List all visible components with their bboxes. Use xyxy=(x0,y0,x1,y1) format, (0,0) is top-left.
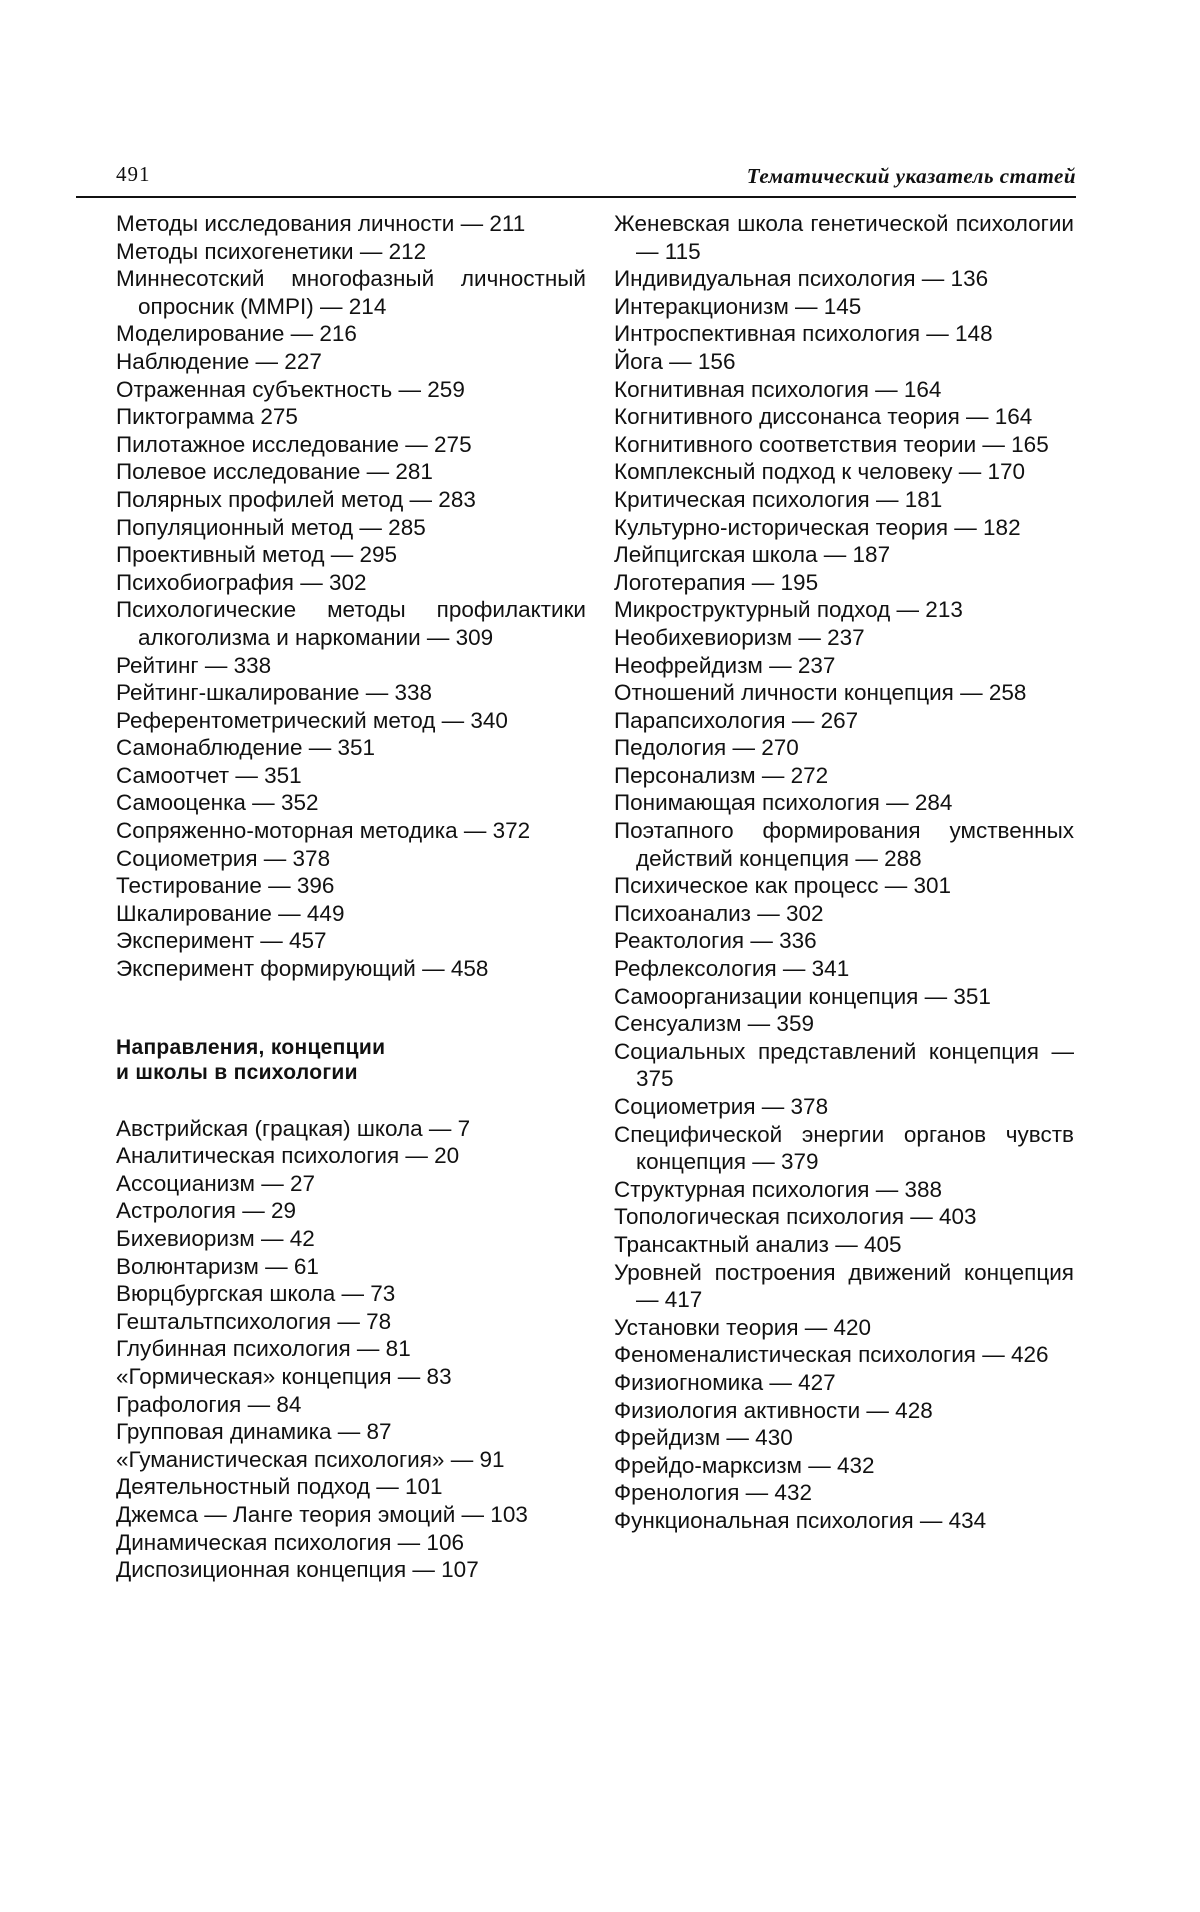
index-entry: Фрейдо-марксизм — 432 xyxy=(614,1452,875,1478)
index-entry: Отраженная субъектность — 259 xyxy=(116,376,465,402)
header-rule xyxy=(76,196,1076,198)
index-entry: Йога — 156 xyxy=(614,348,736,374)
index-entry: Физиология активности — 428 xyxy=(614,1397,933,1423)
index-entry: Когнитивного соответствия теории — 165 xyxy=(614,431,1049,457)
index-entry: Самоотчет — 351 xyxy=(116,762,302,788)
index-entry: Культурно-историческая теория — 182 xyxy=(614,514,1021,540)
index-entry: Микроструктурный подход — 213 xyxy=(614,597,963,623)
index-entry: Педология — 270 xyxy=(614,735,799,761)
index-entry: Методы исследования личности — 211 xyxy=(116,211,526,236)
index-entry: Наблюдение — 227 xyxy=(116,348,322,374)
index-entry: Эксперимент — 457 xyxy=(116,928,327,954)
index-entry: Моделирование — 216 xyxy=(116,321,357,347)
index-entry: Персонализм — 272 xyxy=(614,762,829,788)
index-entry: Полевое исследование — 281 xyxy=(116,459,433,485)
index-entry: Групповая динамика — 87 xyxy=(116,1419,392,1445)
index-entry: Диспозиционная концепция — 107 xyxy=(116,1557,479,1583)
index-entry: Психобиография — 302 xyxy=(116,569,367,595)
index-entry: Миннесотский многофазный личностный опросник (MMPI) — 214 xyxy=(116,266,586,319)
index-entry: Методы психогенетики — 212 xyxy=(116,238,427,264)
index-entry: Вюрцбургская школа — 73 xyxy=(116,1281,396,1307)
index-entry: Парапсихология — 267 xyxy=(614,707,859,733)
index-entry: Структурная психология — 388 xyxy=(614,1176,943,1202)
index-entry: Трансактный анализ — 405 xyxy=(614,1231,902,1257)
index-entry: Рейтинг — 338 xyxy=(116,652,272,678)
right-column xyxy=(614,210,1074,1535)
index-entry: Бихевиоризм — 42 xyxy=(116,1226,315,1251)
index-entry: Критическая психология — 181 xyxy=(614,486,943,512)
page-header xyxy=(116,162,1076,194)
index-entry: Индивидуальная психология — 136 xyxy=(614,266,989,292)
index-entry: Интроспективная психология — 148 xyxy=(614,321,993,347)
section-heading: Направления, концепции и школы в психологии xyxy=(116,1035,386,1084)
index-entry: Астрология — 29 xyxy=(116,1198,296,1224)
index-entry: Установки теория — 420 xyxy=(614,1314,872,1340)
index-entry: «Гуманистическая психология» — 91 xyxy=(116,1446,505,1472)
index-entry: Реактология — 336 xyxy=(614,928,817,954)
index-entry: Джемса — Ланге теория эмоций — 103 xyxy=(116,1501,528,1527)
index-entry: Комплексный подход к человеку — 170 xyxy=(614,459,1025,485)
index-entry: Пиктограмма 275 xyxy=(116,404,298,430)
index-entry: Когнитивная психология — 164 xyxy=(614,376,942,402)
left-column xyxy=(116,210,586,1584)
index-entry: Феноменалистическая психология — 426 xyxy=(614,1342,1049,1368)
index-entry: Самоорганизации концепция — 351 xyxy=(614,983,991,1009)
index-entry: Гештальтпсихология — 78 xyxy=(116,1308,392,1334)
index-entry: Женевская школа генетической психологии — 115 xyxy=(614,211,1074,264)
index-entry: Психическое как процесс — 301 xyxy=(614,873,952,899)
index-entry: Полярных профилей метод — 283 xyxy=(116,486,476,512)
index-entry: Рефлексология — 341 xyxy=(614,956,850,982)
school-entries-right xyxy=(614,210,1074,1535)
index-entry: Социальных представлений концепция — 375 xyxy=(614,1038,1074,1092)
school-entries-left xyxy=(116,1115,586,1584)
index-entry: Социометрия — 378 xyxy=(614,1094,829,1119)
index-entry: Пилотажное исследование — 275 xyxy=(116,431,472,457)
index-entry: Волюнтаризм — 61 xyxy=(116,1253,319,1279)
index-entry: Графология — 84 xyxy=(116,1391,302,1417)
running-head: Тематический указатель статей xyxy=(746,164,1076,188)
index-entry: Рейтинг-шкалирование — 338 xyxy=(116,680,432,706)
index-entry: Шкалирование — 449 xyxy=(116,900,345,926)
index-entry: Динамическая психология — 106 xyxy=(116,1529,464,1555)
index-entry: Логотерапия — 195 xyxy=(614,569,819,595)
index-entry: Отношений личности концепция — 258 xyxy=(614,680,1027,706)
index-entry: Интеракционизм — 145 xyxy=(614,293,862,319)
index-entry: Социометрия — 378 xyxy=(116,845,331,871)
index-entry: Эксперимент формирующий — 458 xyxy=(116,956,489,982)
index-entry: «Гормическая» концепция — 83 xyxy=(116,1363,452,1389)
index-entry: Когнитивного диссонанса теория — 164 xyxy=(614,404,1033,430)
index-entry: Физиогномика — 427 xyxy=(614,1369,836,1395)
index-entry: Проективный метод — 295 xyxy=(116,542,398,568)
index-entry: Австрийская (грацкая) школа — 7 xyxy=(116,1115,471,1141)
index-entry: Ассоцианизм — 27 xyxy=(116,1170,316,1196)
index-entry: Глубинная психология — 81 xyxy=(116,1336,411,1362)
index-entry: Специфической энергии органов чувств концепция — 379 xyxy=(614,1121,1074,1175)
index-entry: Самонаблюдение — 351 xyxy=(116,735,376,761)
index-entry: Лейпцигская школа — 187 xyxy=(614,542,891,568)
index-entry: Необихевиоризм — 237 xyxy=(614,624,865,650)
index-entry: Уровней построения движений концепция — 417 xyxy=(614,1259,1074,1313)
index-entry: Психоанализ — 302 xyxy=(614,900,824,926)
index-entry: Поэтапного формирования умственных действий концепция — 288 xyxy=(614,818,1074,871)
index-entry: Сопряженно-моторная методика — 372 xyxy=(116,818,531,844)
index-entry: Референтометрический метод — 340 xyxy=(116,707,508,733)
index-entry: Психологические методы профилактики алкоголизма и наркомании — 309 xyxy=(116,597,586,650)
index-entry: Самооценка — 352 xyxy=(116,790,319,816)
index-entry: Сенсуализм — 359 xyxy=(614,1011,814,1037)
index-entry: Деятельностный подход — 101 xyxy=(116,1474,443,1500)
index-entry: Популяционный метод — 285 xyxy=(116,514,426,540)
index-entry: Френология — 432 xyxy=(614,1480,812,1506)
index-entry: Функциональная психология — 434 xyxy=(614,1507,987,1533)
index-entry: Топологическая психология — 403 xyxy=(614,1204,977,1230)
index-entry: Понимающая психология — 284 xyxy=(614,790,953,816)
page-number: 491 xyxy=(116,162,151,186)
index-entry: Тестирование — 396 xyxy=(116,873,335,899)
method-entries xyxy=(116,210,586,983)
index-entry: Неофрейдизм — 237 xyxy=(614,652,836,678)
index-entry: Аналитическая психология — 20 xyxy=(116,1143,460,1169)
index-entry: Фрейдизм — 430 xyxy=(614,1425,793,1451)
